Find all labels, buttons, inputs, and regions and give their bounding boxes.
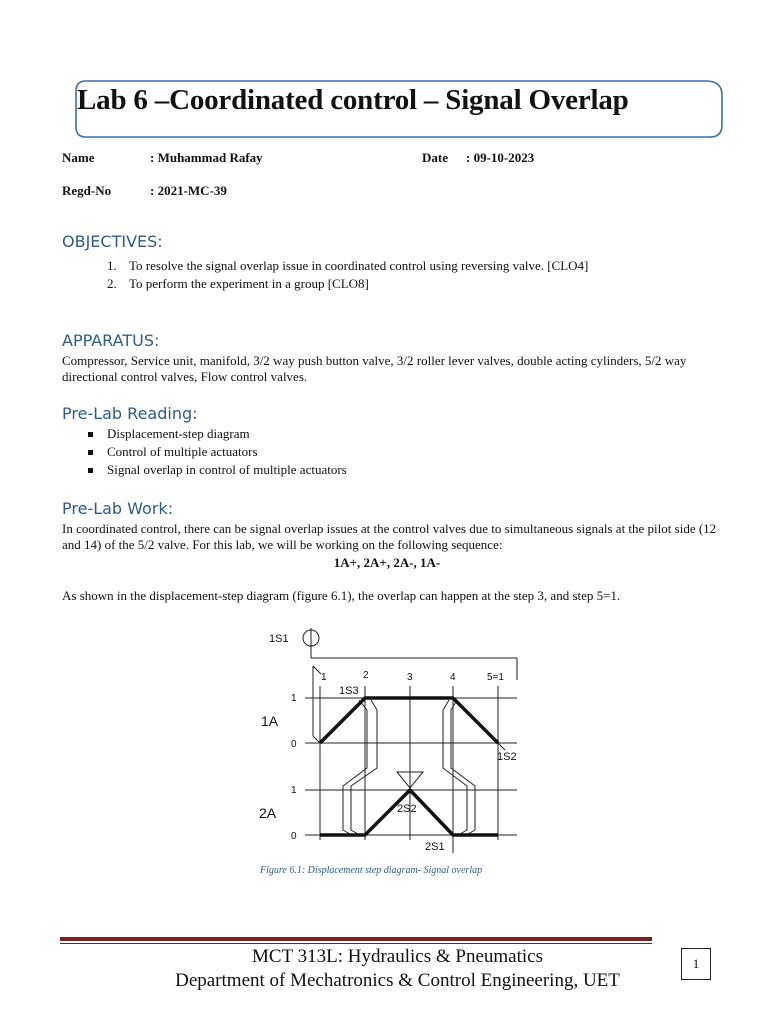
objective-number: 2. [107,276,117,291]
name-label: Name [62,150,95,165]
objective-number: 1. [107,258,117,273]
footer [150,945,645,993]
list-item-text: Control of multiple actuators [107,444,258,459]
bullet-icon [88,432,93,437]
objective-item [107,258,588,276]
signal-line [313,736,319,742]
objective-item [107,276,588,294]
sensor-label: 1S3 [339,685,359,697]
prelab-reading-list [85,426,347,480]
prelab-work-heading: Pre-Lab Work: [62,499,174,518]
footer-divider [60,937,652,941]
displacement-step-diagram [255,618,530,858]
bullet-icon [88,468,93,473]
step-label: 4 [450,672,456,683]
figure-caption: Figure 6.1: Displacement step diagram- Signal overlap [260,865,483,876]
list-item [85,444,347,462]
level-label: 1 [291,785,297,796]
step-label: 5=1 [487,672,504,683]
date-label: Date [422,150,448,165]
page-number: 1 [681,948,711,980]
objectives-heading: OBJECTIVES: [62,232,163,251]
level-label: 1 [291,693,297,704]
signal-line [313,666,321,674]
sensor-label: 1S2 [497,751,517,763]
signal-line [343,700,367,834]
sensor-label: 2S2 [397,803,417,815]
footer-course: MCT 313L: Hydraulics & Pneumatics [252,946,543,967]
objective-text: To perform the experiment in a group [CLO8] [129,276,369,291]
signal-line [451,700,475,834]
prelab-reading-heading: Pre-Lab Reading: [62,404,198,423]
step-label: 3 [407,672,413,683]
step-label: 1 [321,672,327,683]
list-item-text: Signal overlap in control of multiple actuators [107,462,347,477]
name-value: : Muhammad Rafay [150,150,263,165]
apparatus-text: Compressor, Service unit, manifold, 3/2 way push button valve, 3/2 roller lever valves, double acting cylinders, 5/2 way directional control valves, Flow control valves. [62,353,687,384]
bullet-icon [88,450,93,455]
page-title: Lab 6 –Coordinated control – Signal Overlap [77,84,629,116]
regd-value: : 2021-MC-39 [150,183,227,198]
footer-department: Department of Mechatronics & Control Engineering, UET [175,970,620,991]
level-label: 0 [291,739,297,750]
actuator-label: 2A [259,805,277,821]
objectives-list [107,258,588,294]
sequence-text: 1A+, 2A+, 2A-, 1A- [333,555,441,570]
footer-divider-thin [60,943,652,944]
level-label: 0 [291,831,297,842]
regd-label: Regd-No [62,183,112,198]
objective-text: To resolve the signal overlap issue in coordinated control using reversing valve. [CLO4] [129,258,589,273]
signal-line [443,700,467,834]
list-item-text: Displacement-step diagram [107,426,250,441]
motion-path-1a [320,698,498,743]
list-item [85,462,347,480]
actuator-label: 1A [261,713,279,729]
list-item [85,426,347,444]
date-value: : 09-10-2023 [466,150,535,165]
sensor-label: 2S1 [425,841,445,853]
overlap-paragraph: As shown in the displacement-step diagram (figure 6.1), the overlap can happen at the step 3, and step 5=1. [62,588,621,603]
signal-line [351,700,377,834]
apparatus-heading: APPARATUS: [62,331,160,350]
prelab-work-paragraph: In coordinated control, there can be signal overlap issues at the control valves due to simultaneous signals at the pilot side (12 and 14) of the 5/2 valve. For this lab, we will be working on the following sequence: [62,521,717,552]
step-label: 2 [363,670,369,681]
sensor-label: 1S1 [269,633,289,645]
